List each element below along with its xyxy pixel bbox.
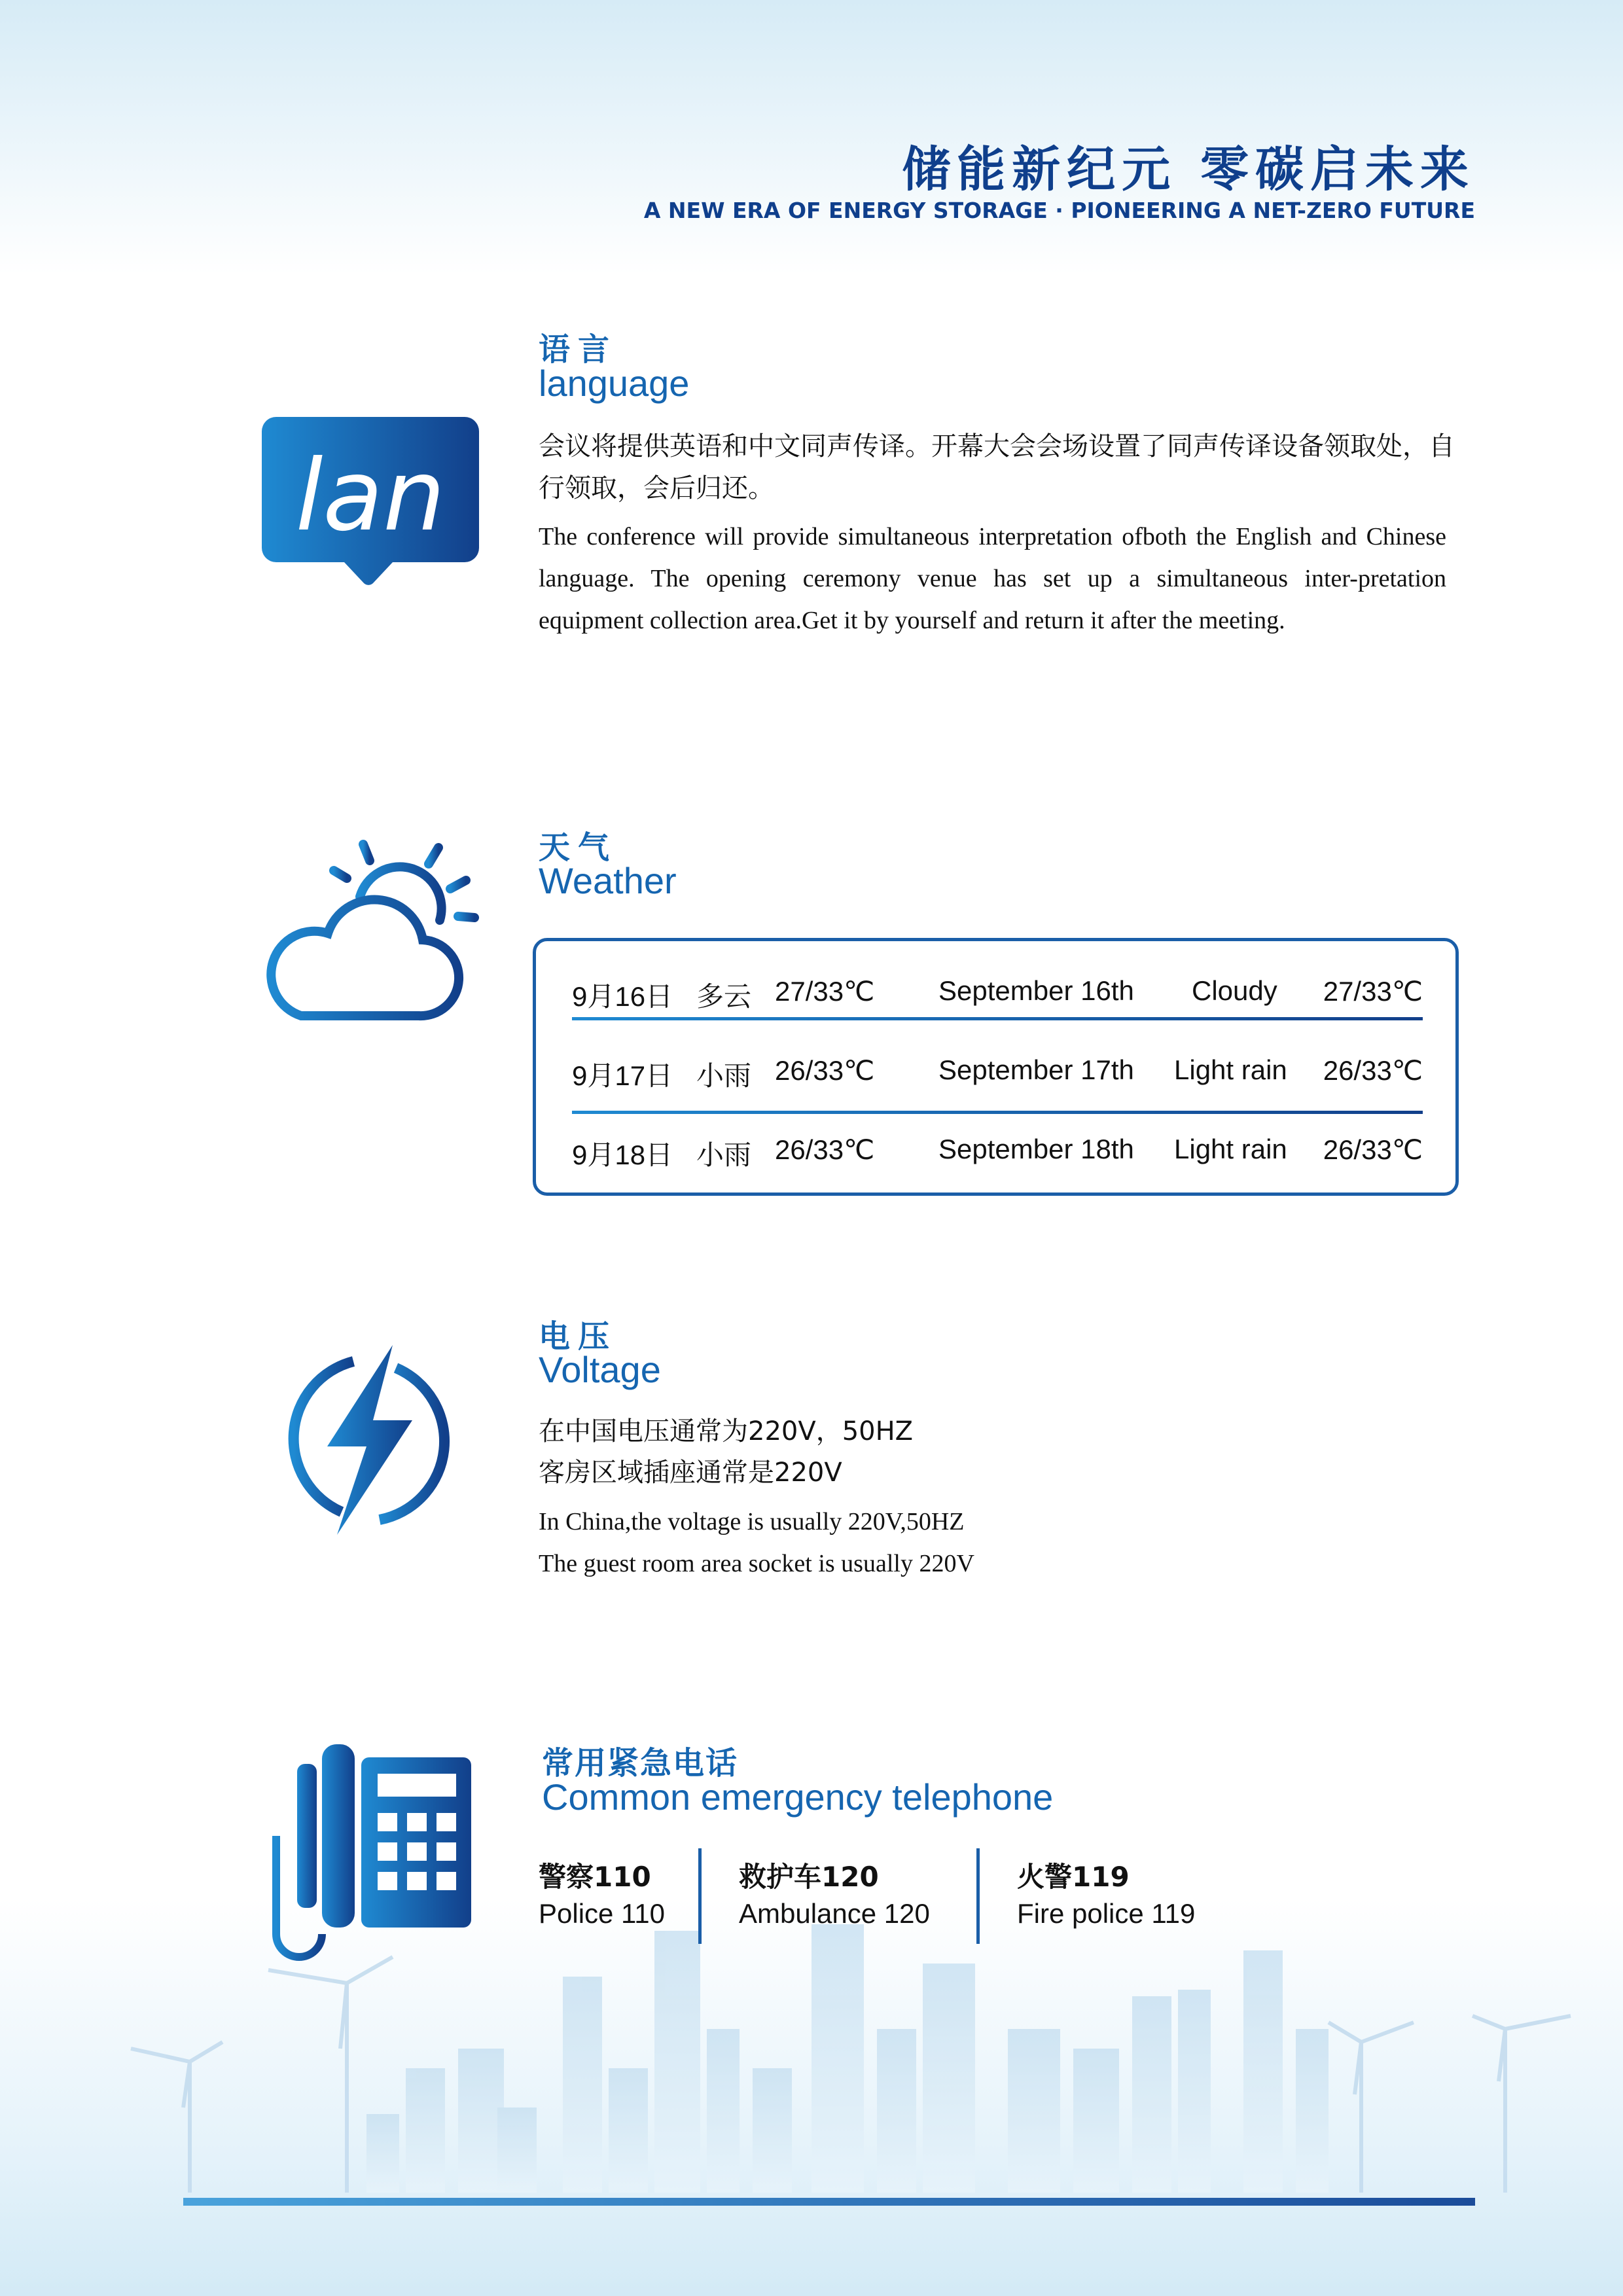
date-en: September 17th	[938, 1054, 1134, 1085]
weather-row	[572, 1134, 1423, 1173]
temp-zh: 27/33℃	[775, 976, 875, 1007]
weather-heading-en: Weather	[539, 860, 677, 901]
police-label-zh: 警察110	[539, 1861, 651, 1893]
date-zh: 9月18日	[572, 1139, 673, 1170]
condition-en: Light rain	[1174, 1054, 1287, 1085]
voltage-line1-en: In China,the voltage is usually 220V,50HZ	[539, 1508, 965, 1535]
temp-zh: 26/33℃	[775, 1055, 875, 1086]
fire-label-zh: 火警119	[1017, 1861, 1130, 1893]
temp-zh: 26/33℃	[775, 1134, 875, 1165]
temp-en: 27/33℃	[1323, 976, 1423, 1007]
ambulance-label-en: Ambulance 120	[739, 1898, 930, 1929]
voltage-lightning-icon	[281, 1342, 461, 1538]
language-heading-zh: 语言	[539, 331, 618, 368]
emergency-heading-en: Common emergency telephone	[542, 1776, 1054, 1818]
condition-zh: 小雨	[696, 1060, 752, 1091]
telephone-icon	[270, 1744, 474, 1964]
date-en: September 16th	[938, 975, 1134, 1006]
language-icon	[262, 417, 479, 588]
police-label-en: Police 110	[539, 1898, 666, 1929]
city-skyline-background	[0, 1898, 1623, 2238]
page-title: 储能新纪元 零碳启未来	[902, 141, 1475, 198]
weather-table	[533, 938, 1459, 1196]
temp-en: 26/33℃	[1323, 1055, 1423, 1086]
voltage-line2-en: The guest room area socket is usually 220V	[539, 1550, 974, 1577]
condition-zh: 多云	[696, 981, 752, 1012]
condition-en: Light rain	[1174, 1134, 1287, 1164]
condition-zh: 小雨	[696, 1139, 752, 1170]
condition-en: Cloudy	[1192, 975, 1277, 1006]
page-subtitle: A NEW ERA OF ENERGY STORAGE · PIONEERING A NET-ZERO FUTURE	[643, 198, 1475, 223]
weather-cloud-sun-icon	[262, 831, 484, 1024]
date-zh: 9月17日	[572, 1060, 673, 1091]
footer-bar	[183, 2198, 1475, 2206]
weather-row	[572, 1054, 1423, 1094]
ambulance-label-zh: 救护车120	[739, 1861, 879, 1893]
date-en: September 18th	[938, 1134, 1134, 1164]
language-text-en: The conference will provide simultaneous interpretation ofboth the English and Chinese language. The opening ceremony venue has set up a simultaneous inter-pretation equipment collection area.Get it by yourself and return it after the meeting.	[539, 523, 1446, 634]
date-zh: 9月16日	[572, 981, 673, 1012]
voltage-heading-zh: 电压	[539, 1318, 618, 1355]
language-text-zh: 会议将提供英语和中文同声传译。开幕大会会场设置了同声传译设备领取处，自行领取，会后归还。	[539, 431, 1455, 503]
temp-en: 26/33℃	[1323, 1134, 1423, 1165]
voltage-heading-en: Voltage	[539, 1349, 661, 1390]
language-heading-en: language	[539, 363, 690, 404]
row-divider	[572, 1017, 1423, 1020]
contact-divider	[698, 1848, 702, 1944]
row-divider	[572, 1111, 1423, 1114]
voltage-line2-zh: 客房区域插座通常是220V	[539, 1458, 842, 1488]
svg-text:lan: lan	[295, 439, 446, 553]
emergency-heading-zh: 常用紧急电话	[542, 1745, 739, 1782]
fire-label-en: Fire police 119	[1017, 1898, 1196, 1929]
weather-row	[572, 975, 1423, 1014]
weather-heading-zh: 天气	[539, 829, 618, 866]
voltage-line1-zh: 在中国电压通常为220V，50HZ	[539, 1416, 914, 1446]
contact-divider	[976, 1848, 980, 1944]
